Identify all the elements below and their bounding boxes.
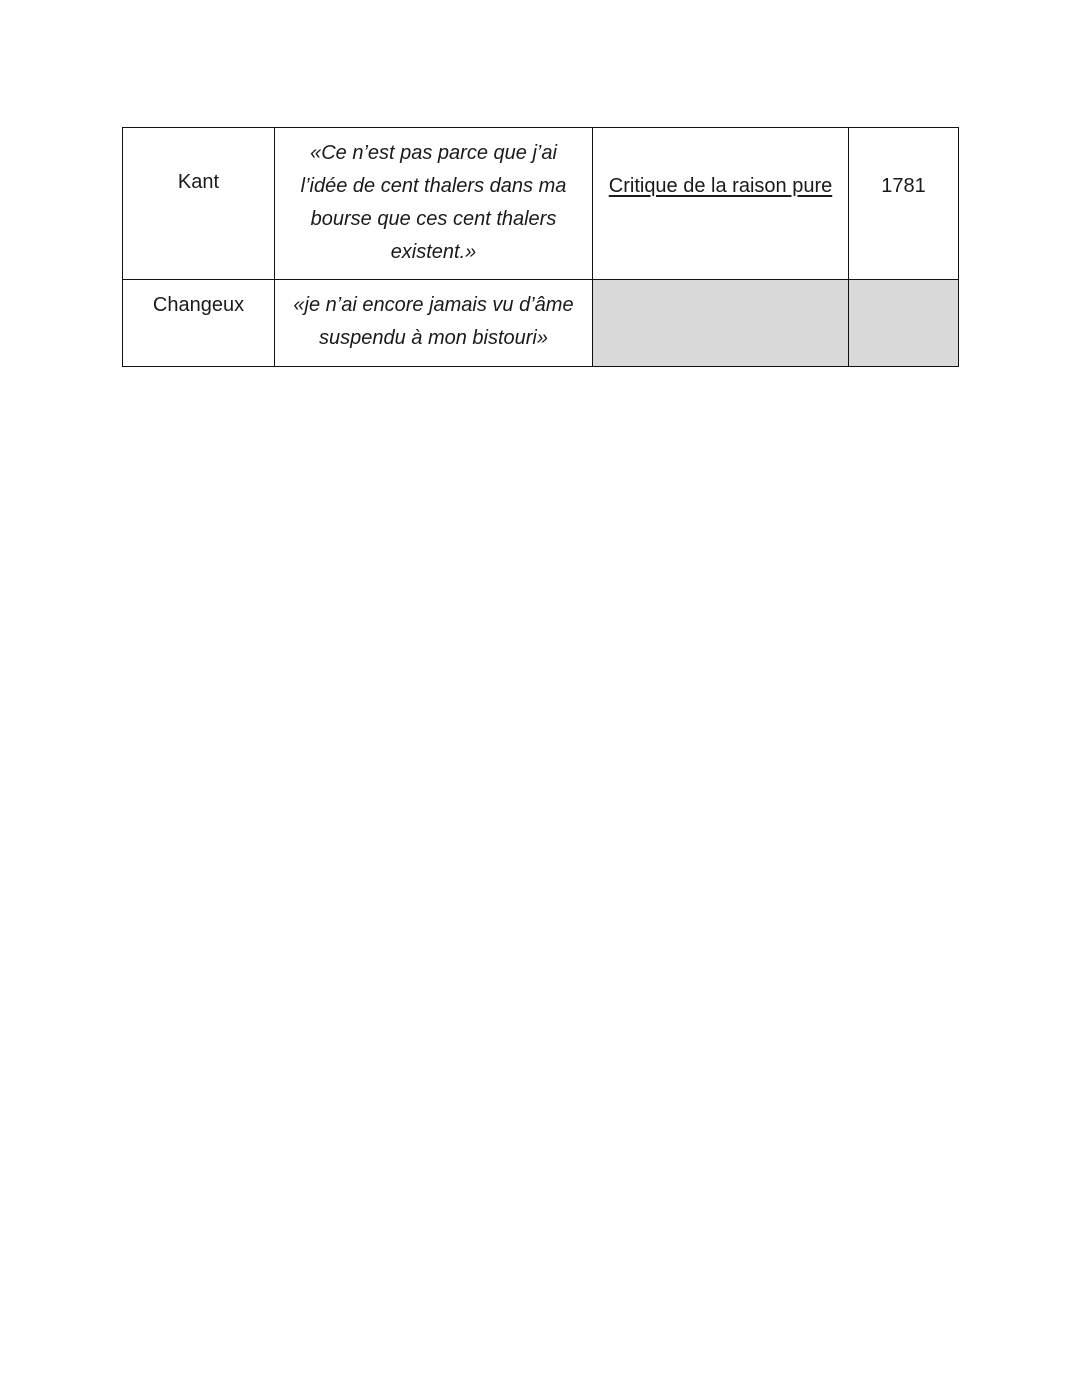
empty-year-cell	[849, 280, 959, 367]
author-cell	[123, 128, 275, 280]
quotes-table	[122, 127, 959, 367]
year-cell	[849, 128, 959, 280]
table-row	[123, 280, 959, 367]
quote-cell	[275, 128, 593, 280]
author-name: Changeux	[152, 294, 245, 316]
quote-cell	[275, 280, 593, 367]
table-row	[123, 128, 959, 280]
author-cell	[123, 280, 275, 367]
quote-text: «Ce n’est pas parce que j’ai l’idée de cent thalers dans ma bourse que ces cent thalers existent.»	[300, 142, 567, 263]
quote-text: «je n’ai encore jamais vu d’âme suspendu à mon bistouri»	[293, 294, 574, 349]
year-text: 1781	[881, 175, 926, 197]
empty-work-cell	[593, 280, 849, 367]
work-title-link[interactable]: Critique de la raison pure	[608, 175, 833, 197]
work-cell	[593, 128, 849, 280]
author-name: Kant	[177, 171, 220, 193]
